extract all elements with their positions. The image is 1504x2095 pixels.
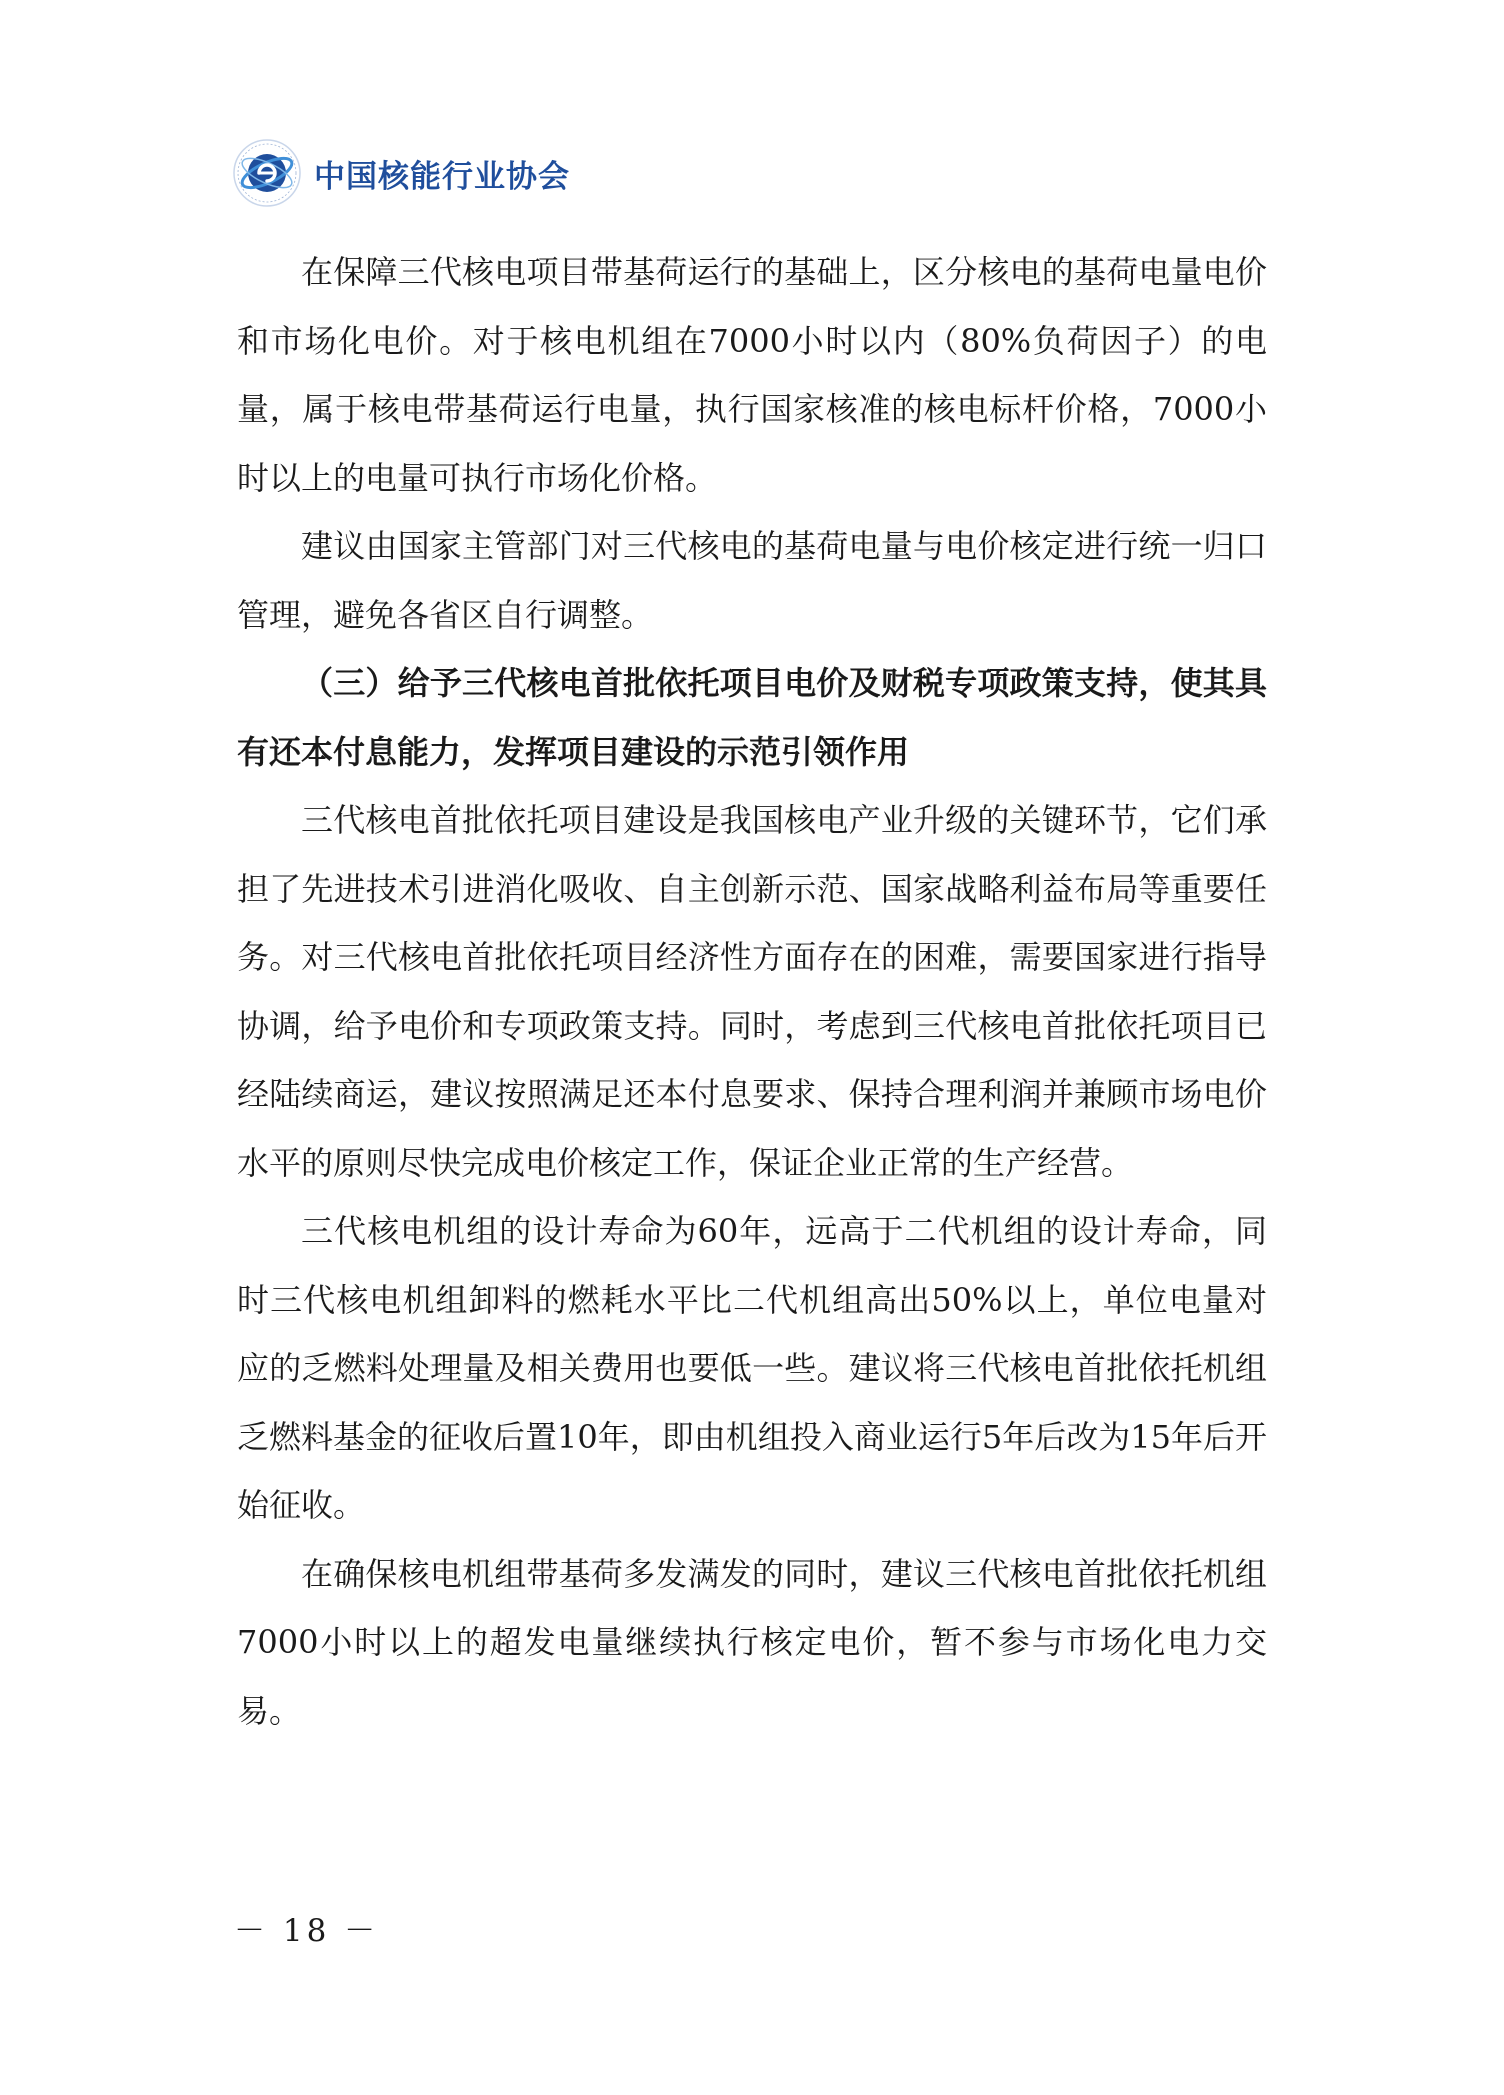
organization-name: 中国核能行业协会 bbox=[314, 158, 570, 195]
paragraph-first-batch-projects: 三代核电首批依托项目建设是我国核电产业升级的关键环节，它们承担了先进技术引进消化吸收、自主创新示范、国家战略利益布局等重要任务。对三代核电首批依托项目经济性方面存在的困难，需要国家进行指导协调，给予电价和专项政策支持。同时，考虑到三代核电首批依托项目已经陆续商运，建议按照满足还本付息要求、保持合理利润并兼顾市场电价水平的原则尽快完成电价核定工作，保证企业正常的生产经营。 bbox=[237, 801, 1267, 1182]
page-number: － 18 － bbox=[234, 1913, 380, 1949]
section-heading-policy-support: （三）给予三代核电首批依托项目电价及财税专项政策支持，使其具有还本付息能力，发挥项目建设的示范引领作用 bbox=[237, 664, 1267, 771]
paragraph-base-load-pricing: 在保障三代核电项目带基荷运行的基础上，区分核电的基荷电量电价和市场化电价。对于核电机组在7000小时以内（80%负荷因子）的电量，属于核电带基荷运行电量，执行国家核准的核电标杆价格，7000小时以上的电量可执行市场化价格。 bbox=[237, 253, 1267, 497]
association-logo-icon bbox=[232, 138, 302, 208]
paragraph-unified-management: 建议由国家主管部门对三代核电的基荷电量与电价核定进行统一归口管理，避免各省区自行调整。 bbox=[237, 527, 1267, 634]
document-header bbox=[232, 138, 570, 208]
document-body bbox=[237, 238, 1267, 1745]
paragraph-excess-generation: 在确保核电机组带基荷多发满发的同时，建议三代核电首批依托机组7000小时以上的超发电量继续执行核定电价，暂不参与市场化电力交易。 bbox=[237, 1554, 1267, 1730]
paragraph-design-life-fuel: 三代核电机组的设计寿命为60年，远高于二代机组的设计寿命，同时三代核电机组卸料的燃耗水平比二代机组高出50%以上，单位电量对应的乏燃料处理量及相关费用也要低一些。建议将三代核电首批依托机组乏燃料基金的征收后置10年，即由机组投入商业运行5年后改为15年后开始征收。 bbox=[237, 1212, 1267, 1524]
